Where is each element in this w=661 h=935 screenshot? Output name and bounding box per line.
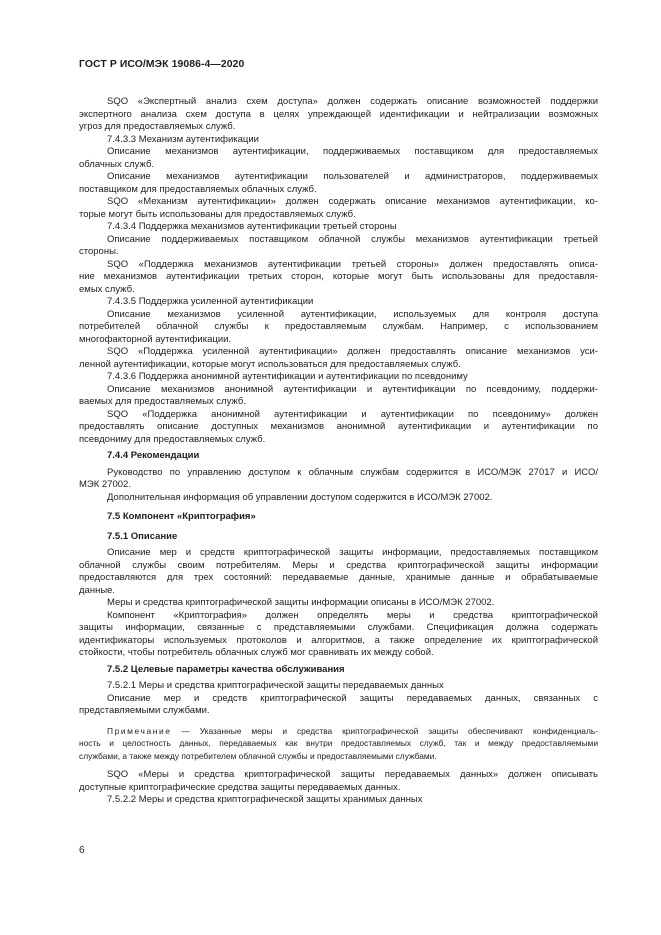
text-line: доступные криптографические средства защиты передаваемых данных.: [79, 781, 401, 793]
text-line: Описание механизмов анонимной аутентификации и аутентификации по псевдониму, поддержи-: [107, 383, 598, 395]
text-line: SQO «Поддержка анонимной аутентификации и аутентификации по псевдониму» должен: [107, 408, 598, 420]
text-line: Описание механизмов усиленной аутентификации, используемых для контроля доступа: [107, 308, 598, 320]
subsection-heading: 7.5.2.1 Меры и средства криптографической защиты передаваемых данных: [107, 680, 444, 691]
subsection-heading: 7.4.3.5 Поддержка усиленной аутентификации: [107, 296, 314, 307]
text-line: Описание механизмов аутентификации пользователей и администраторов, поддерживаемых: [107, 171, 598, 182]
note-block: [79, 725, 598, 763]
text-line: данные.: [79, 584, 116, 596]
note-label: Примечание: [107, 725, 172, 736]
text-line: ваемых для предоставляемых служб.: [79, 396, 246, 407]
text-line: стойкости, чтобы потребитель облачных служб мог сравнивать их между собой.: [79, 647, 434, 658]
text-line: экспертного анализа схем доступа в целях упреждающей идентификации и нейтрализации возможных: [79, 108, 598, 120]
document-body: [79, 96, 598, 807]
paragraph: [79, 693, 598, 718]
text-line: предоставляются для трех состояний: передаваемые данные, хранимые данные и обрабатываемые: [79, 572, 598, 583]
section-heading: 7.5.2 Целевые параметры качества обслуживания: [107, 663, 345, 675]
subsection-heading: 7.5.2.2 Меры и средства криптографической защиты хранимых данных: [107, 794, 423, 805]
text-line: Компонент «Криптография» должен определять меры и средства криптографической: [107, 609, 598, 621]
text-line: угроз для предоставляемых служб.: [79, 121, 236, 132]
paragraph: [79, 259, 598, 297]
paragraph: [79, 146, 598, 171]
text-line: емых служб.: [79, 283, 135, 295]
page-number: 6: [79, 845, 85, 856]
text-line: службами, а также между потребителем облачной службы и предоставляемыми службами.: [79, 750, 437, 761]
section-heading: 7.4.4 Рекомендации: [107, 450, 200, 461]
paragraph: [79, 384, 598, 409]
text-line: псевдониму для предоставляемых служб.: [79, 433, 266, 445]
text-line: Руководство по управлению доступом к облачным службам содержится в ИСО/МЭК 27017 и ИСО/: [107, 466, 598, 478]
standard-header: ГОСТ Р ИСО/МЭК 19086-4—2020: [79, 59, 245, 70]
text-line: ние механизмов аутентификации третьих сторон, которые могут быть использованы для предоставля-: [79, 271, 598, 282]
text-line: защиты информации, связанные с представляемыми службами. Спецификация должна содержать: [79, 622, 598, 633]
paragraph: [79, 409, 598, 447]
paragraph: [79, 610, 598, 660]
text-line: идентификаторы используемых протоколов и алгоритмов, а также определение их криптографической: [79, 634, 598, 646]
text-line: МЭК 27002.: [79, 479, 131, 490]
text-line: Меры и средства криптографической защиты информации описаны в ИСО/МЭК 27002.: [107, 597, 495, 608]
subsection-heading: 7.4.3.4 Поддержка механизмов аутентификации третьей стороны: [107, 221, 397, 232]
paragraph: [79, 597, 598, 610]
paragraph-access-analysis: [79, 96, 598, 134]
text-line: потребителей облачной службы к предоставляемым службам. Например, с использованием: [79, 321, 598, 332]
text-line: SQO «Поддержка механизмов аутентификации третьей стороны» должен предоставлять описа-: [107, 258, 598, 270]
text-line: стороны.: [79, 246, 119, 257]
text-line: облачной службы своим потребителям. Меры и средства криптографической защиты информации: [79, 559, 598, 571]
text-line: ность и целостность данных, передаваемых как внутри предоставляемых служб, так и между предоставляемыми: [79, 738, 598, 748]
note-dash: —: [171, 725, 200, 736]
text-line: представляемыми службами.: [79, 705, 210, 716]
note-text: Указанные меры и средства криптографической защиты обеспечивают конфиденциаль-: [199, 725, 598, 736]
paragraph: [79, 492, 598, 505]
subsection-heading: 7.4.3.6 Поддержка анонимной аутентификации и аутентификации по псевдониму: [107, 371, 468, 382]
paragraph: [79, 547, 598, 597]
text-line: SQO «Меры и средства криптографической защиты передаваемых данных» должен описывать: [107, 769, 598, 780]
text-line: SQO «Поддержка усиленной аутентификации» должен предоставлять описание механизмов уси-: [107, 346, 598, 357]
text-line: Описание мер и средств криптографической защиты информации, предоставляемых поставщиком: [107, 547, 598, 558]
text-line: Описание поддерживаемых поставщиком облачной службы механизмов аутентификации третьей: [107, 233, 598, 245]
text-line: ленной аутентификации, которые могут использоваться для предоставляемых служб.: [79, 358, 461, 370]
paragraph: [79, 769, 598, 794]
text-line: Описание механизмов аутентификации, поддерживаемых поставщиком для предоставляемых: [107, 146, 598, 157]
text-line: облачных служб.: [79, 158, 155, 170]
paragraph: [79, 196, 598, 221]
text-line: Дополнительная информация об управлении доступом содержится в ИСО/МЭК 27002.: [107, 491, 493, 503]
text-line: предоставлять описание доступных механизмов анонимной аутентификации и аутентификации по: [79, 421, 598, 432]
paragraph: [79, 346, 598, 371]
paragraph: [79, 467, 598, 492]
note-first-line: [79, 725, 598, 738]
paragraph: [79, 234, 598, 259]
text-line: SQO «Экспертный анализ схем доступа» должен содержать описание возможностей поддержки: [107, 96, 598, 107]
text-line: торые могут быть использованы для предоставляемых служб.: [79, 208, 356, 220]
section-heading: 7.5.1 Описание: [107, 530, 178, 542]
text-line: многофакторной аутентификации.: [79, 333, 232, 345]
text-line: SQO «Механизм аутентификации» должен содержать описание механизмов аутентификации, ко-: [107, 196, 598, 207]
subsection-heading: 7.4.3.3 Механизм аутентификации: [107, 133, 259, 145]
text-line: поставщиком для предоставляемых облачных служб.: [79, 183, 317, 195]
paragraph: [79, 309, 598, 347]
text-line: Описание мер и средств криптографической защиты передаваемых данных, связанных с: [107, 692, 598, 704]
paragraph: [79, 171, 598, 196]
section-heading: 7.5 Компонент «Криптография»: [107, 511, 256, 522]
